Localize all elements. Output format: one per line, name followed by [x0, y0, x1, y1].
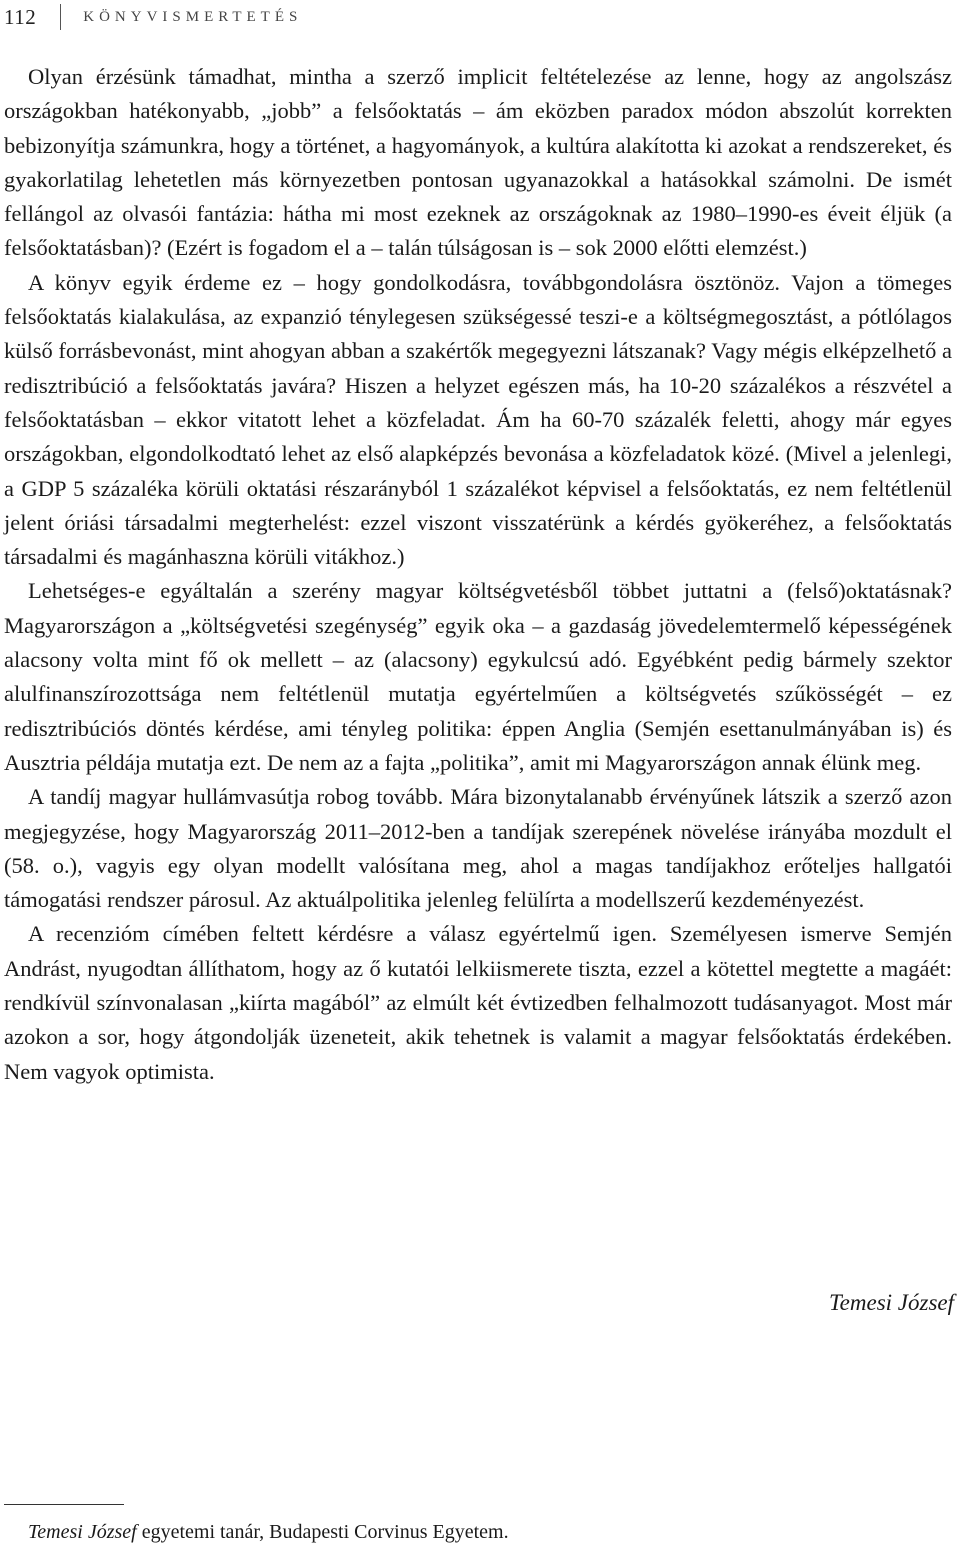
- header-divider: [60, 4, 61, 30]
- author-signature: Temesi József: [828, 1290, 954, 1315]
- paragraph-5: A recenzióm címében feltett kérdésre a válasz egyértelmű igen. Személyesen ismerve Semjén Andrást, nyugodtan állíthatom, hogy az ő kutatói lelkiismerete tiszta, ezzel a kötettel megtette a magáét: rendkívül színvonalasan „kiírta magából” az elmúlt két évtizedben felhalmozott tudásanyagot. Most már azokon a sor, hogy átgondolják üzeneteit, akik tehetnek is valamit a magyar felsőoktatás érdekében. Nem vagyok optimista.: [4, 921, 952, 1084]
- paragraph-2: A könyv egyik érdeme ez – hogy gondolkodásra, továbbgondolásra ösztönöz. Vajon a tömeges felsőoktatás kialakulása, az expanzió ténylegesen szükségessé teszi-e a költségmegosztást, a pótlólagos külső forrásbevonást, mint ahogyan abban a szakértők megegyezni látszanak? Vagy mégis elképzelhető a redisztribúció a felsőoktatás javára? Hiszen a helyzet egészen más, ha 10-20 százalékos a részvétel a felsőoktatásban – ekkor vitatott lehet a közfeladat. Ám ha 60-70 százalék feletti, ahogy már egyes országokban, elgondolkodtató lehet az első alapképzés bevonása a közfeladatok közé. (Mivel a jelenlegi, a GDP 5 százaléka körüli oktatási részarányból 1 százalékot képvisel a felsőoktatás, ez nem feltétlenül jelent óriási társadalmi megterhelést: ezzel viszont visszatérünk a kérdés gyökeréhez, a felsőoktatás társadalmi és magánhaszna körüli vitákhoz.): [4, 269, 952, 570]
- body-text: [4, 60, 952, 1089]
- paragraph-4: A tandíj magyar hullámvasútja robog tovább. Mára bizonytalanabb érvényűnek látszik a szerző azon megjegyzése, hogy Magyarország 2011–2012-ben a tandíjak szerepének növelése irányába mozdult el (58. o.), vagyis egy olyan modellt valósítana meg, ahol a magas tandíjakhoz erőteljes hallgatói támogatási rendszer párosul. Az aktuálpolitika jelenleg felülírta a modellszerű kezdeményezést.: [4, 784, 952, 913]
- footnote-author-name: Temesi József: [28, 1521, 137, 1543]
- paragraph-1: Olyan érzésünk támadhat, mintha a szerző implicit feltételezése az lenne, hogy az angolszász országokban hatékonyabb, „jobb” a felsőoktatás – ám eközben paradox módon abszolút korrekten bebizonyítja számunkra, hogy a történet, a hagyományok, a kultúra alakította ki azokat a rendszereket, és gyakorlatilag lehetetlen más környezetben pontosan ugyanazokkal a hatásokkal számolni. De ismét fellángol az olvasói fantázia: hátha mi most ezeknek az országoknak az 1980–1990-es éveit éljük (a felsőoktatásban)? (Ezért is fogadom el a – talán túlságosan is – sok 2000 előtti elemzést.): [4, 64, 952, 261]
- paragraph-3: Lehetséges-e egyáltalán a szerény magyar költségvetésből többet juttatni a (felső)oktatásnak? Magyarországon a „költségvetési szegénység” egyik oka – a gazdaság jövedelemtermelő képességének alacsony volta mint fő ok mellett – az (alacsony) egykulcsú adó. Egyébként pedig bármely szektor alulfinanszírozottsága nem feltétlenül mutatja egyértelműen a költségvetés szűkösségét – ez redisztribúciós döntés kérdése, ami tényleg politika: éppen Anglia (Semjén esettanulmányában is) és Ausztria példája mutatja ezt. De nem az a fajta „politika”, amit mi Magyarországon annak élünk meg.: [4, 578, 952, 775]
- footnote-rule: [4, 1504, 124, 1505]
- footnote-text: egyetemi tanár, Budapesti Corvinus Egyetem.: [136, 1521, 509, 1543]
- page-number: 112: [4, 4, 37, 29]
- footnote: [28, 1518, 509, 1546]
- section-title: KÖNYVISMERTETÉS: [83, 8, 303, 25]
- running-header: [4, 2, 302, 32]
